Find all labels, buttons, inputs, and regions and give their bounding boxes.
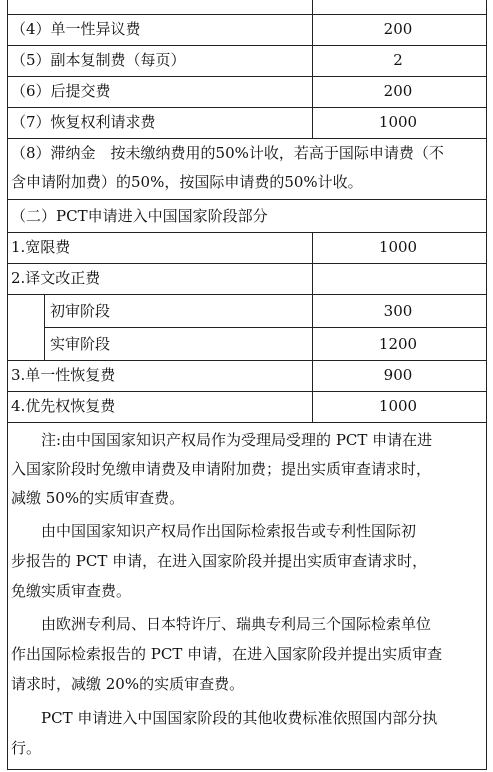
fee-sublabel: 实审阶段	[50, 335, 111, 353]
fee-label: 1.宽限费	[11, 238, 71, 256]
column-divider	[312, 232, 313, 422]
table-rule	[7, 263, 487, 264]
table-rule	[7, 199, 487, 200]
table-rule	[7, 232, 487, 233]
late-fee-text: 含申请附加费）的50%，按国际申请费的50%计收。	[11, 173, 363, 191]
fee-label: 2.译文改正费	[11, 269, 101, 287]
note-text: 注:由中国国家知识产权局作为受理局受理的 PCT 申请在进	[11, 431, 433, 449]
table-rule	[44, 327, 487, 328]
fee-amount: 1200	[378, 335, 418, 353]
note-text: 行。	[11, 739, 42, 757]
fee-amount: 300	[383, 302, 413, 320]
fee-amount: 2	[393, 51, 403, 69]
note-text: 步报告的 PCT 申请，在进入国家阶段并提出实质审查请求时，	[11, 552, 428, 570]
fee-label: 4.优先权恢复费	[11, 397, 116, 415]
fee-sublabel: 初审阶段	[50, 302, 111, 320]
table-rule	[7, 294, 487, 295]
table-rule	[7, 138, 487, 139]
table-rule	[7, 107, 487, 108]
fee-label: 3.单一性恢复费	[11, 366, 116, 384]
table-rule	[7, 391, 487, 392]
table-rule	[7, 360, 487, 361]
table-rule	[7, 422, 487, 423]
indent-divider	[44, 294, 45, 360]
fee-amount: 900	[383, 366, 413, 384]
fee-label: （4）单一性异议费	[11, 20, 141, 38]
fee-label: （7）恢复权利请求费	[11, 113, 156, 131]
table-rule	[486, 0, 487, 770]
fee-amount: 200	[383, 82, 413, 100]
note-text: PCT 申请进入中国国家阶段的其他收费标准依照国内部分执	[11, 709, 438, 727]
late-fee-text: （8）滞纳金 按未缴纳费用的50%计收，若高于国际申请费（不	[11, 144, 444, 162]
table-rule	[7, 14, 487, 15]
table-rule	[7, 45, 487, 46]
fee-amount: 1000	[378, 113, 418, 131]
note-text: 由中国国家知识产权局作出国际检索报告或专利性国际初	[11, 522, 417, 540]
fee-label: （6）后提交费	[11, 82, 111, 100]
section-title: （二）PCT申请进入中国国家阶段部分	[11, 207, 268, 225]
table-rule	[7, 76, 487, 77]
table-rule	[7, 0, 8, 770]
note-text: 入国家阶段时免缴申请费及申请附加费；提出实质审查请求时，	[11, 460, 432, 478]
note-text: 由欧洲专利局、日本特许厅、瑞典专利局三个国际检索单位	[11, 615, 432, 633]
note-text: 免缴实质审查费。	[11, 582, 132, 600]
table-rule	[7, 769, 487, 770]
fee-label: （5）副本复制费（每页）	[11, 51, 186, 69]
fee-amount: 1000	[378, 238, 418, 256]
fee-amount: 200	[383, 20, 413, 38]
fee-table	[7, 0, 487, 770]
fee-amount: 1000	[378, 397, 418, 415]
note-text: 减缴 50%的实质审查费。	[11, 489, 185, 507]
note-text: 请求时，减缴 20%的实质审查费。	[11, 675, 245, 693]
note-text: 作出国际检索报告的 PCT 申请，在进入国家阶段并提出实质审查	[11, 645, 443, 663]
